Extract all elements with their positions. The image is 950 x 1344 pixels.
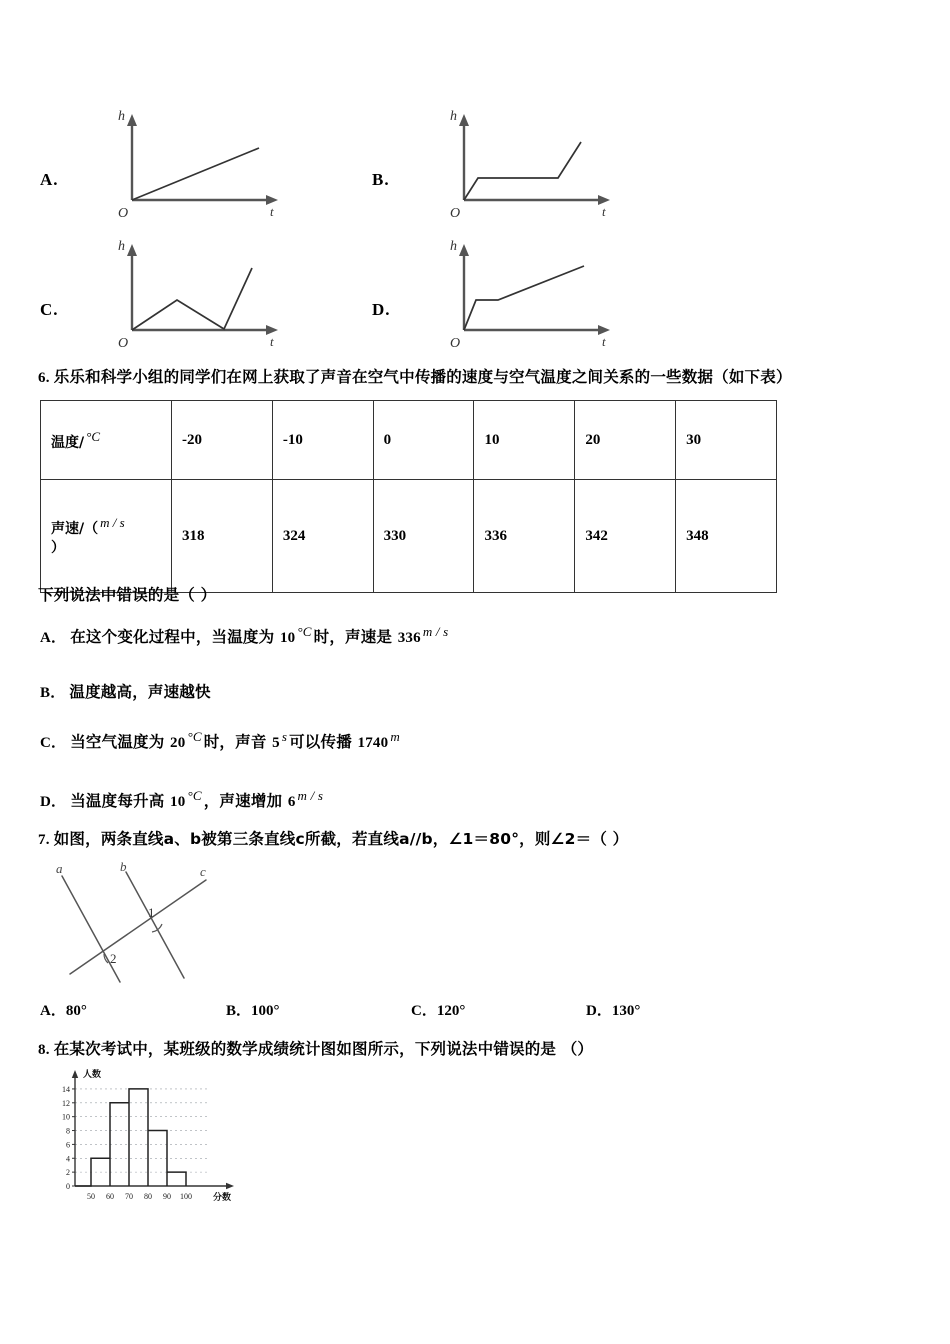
graph-option-b	[372, 100, 616, 220]
question8-stem-text: 在某次考试中，某班级的数学成绩统计图如图所示，下列说法中错误的是 （）	[53, 1040, 594, 1058]
question7-option-d-label: D．	[586, 1003, 612, 1019]
row-header-sound-speed	[41, 480, 172, 593]
question7-option-c	[411, 999, 586, 1020]
table-cell: -10	[272, 401, 373, 480]
y-tick-label: 6	[66, 1140, 70, 1150]
unit-superscript: m / s	[422, 624, 449, 639]
label-angle-1: 1	[148, 905, 155, 920]
question7-option-b-label: B．	[226, 1003, 252, 1019]
unit-superscript: m	[390, 729, 400, 744]
table-cell: 348	[676, 480, 777, 593]
svg-text:h: h	[118, 109, 125, 124]
table-cell: 0	[373, 401, 474, 480]
table-cell: 20	[575, 401, 676, 480]
question7-option-c-label: C．	[411, 1003, 437, 1019]
question6-option-b	[40, 681, 211, 705]
unit-superscript: m / s	[297, 788, 324, 803]
svg-text:h: h	[118, 239, 125, 254]
table-cell: -20	[172, 401, 273, 480]
question5-graph-options	[0, 0, 950, 350]
text-run: 20	[170, 735, 186, 752]
question7-option-b-value: 100°	[251, 1003, 280, 1019]
svg-text:O: O	[118, 336, 129, 350]
question7-stem-text: 如图，两条直线a、b被第三条直线c所截，若直线a//b，∠1＝80°，则∠2＝（ ）	[53, 830, 629, 848]
score-histogram	[45, 1066, 255, 1216]
table-cell: 336	[474, 480, 575, 593]
table-row-temperature	[41, 401, 777, 480]
question6-option-d-label: D．	[40, 794, 67, 811]
question6-option-d	[40, 786, 325, 814]
line-a	[62, 876, 120, 982]
text-run: 10	[170, 794, 186, 811]
y-tick-label: 12	[62, 1098, 70, 1108]
question7-options	[40, 999, 680, 1020]
question7-stem	[38, 828, 938, 852]
question6-option-c	[40, 727, 402, 755]
text-run: 336	[397, 630, 421, 647]
unit-superscript: °C	[297, 624, 312, 639]
question6-option-c-text	[70, 729, 402, 752]
question7-option-a-label: A．	[40, 1003, 66, 1019]
text-run: 时，声音	[203, 733, 273, 752]
svg-text:t: t	[270, 334, 274, 349]
question6-option-d-text	[70, 788, 325, 811]
unit-meters-per-second: m / s	[100, 514, 125, 530]
svg-text:h: h	[450, 109, 457, 124]
svg-text:O: O	[118, 206, 129, 220]
x-tick-label: 90	[163, 1192, 171, 1201]
table-row-sound-speed	[41, 480, 777, 593]
y-tick-label: 8	[66, 1126, 70, 1136]
question7-option-a-value: 80°	[65, 1003, 87, 1019]
x-tick-label: 80	[144, 1192, 152, 1201]
svg-text:t: t	[602, 204, 606, 219]
svg-text:t: t	[602, 334, 606, 349]
text-run: 当温度每升高	[70, 792, 171, 811]
table-cell: 324	[272, 480, 373, 593]
y-tick-label: 10	[62, 1112, 70, 1122]
table-cell: 330	[373, 480, 474, 593]
question8-number: 8.	[38, 1042, 50, 1058]
svg-text:O: O	[450, 206, 461, 220]
table-cell: 318	[172, 480, 273, 593]
parallel-lines-figure	[48, 862, 238, 997]
x-axis-title: 分数	[212, 1193, 232, 1203]
label-line-c: c	[200, 864, 206, 879]
y-tick-label: 4	[66, 1154, 70, 1164]
question6-ask: 下列说法中错误的是（ ）	[38, 586, 217, 604]
question6-option-b-text	[69, 684, 210, 701]
text-run: 时，声速是	[313, 628, 398, 647]
question6-stem-text: 乐乐和科学小组的同学们在网上获取了声音在空气中传播的速度与空气温度之间关系的一些数据（如下表）	[53, 368, 792, 386]
histogram-outline	[75, 1089, 186, 1186]
question6-option-a	[40, 622, 450, 650]
label-line-b: b	[120, 862, 127, 874]
text-run: 在这个变化过程中，当温度为	[70, 628, 280, 647]
svg-text:t: t	[270, 204, 274, 219]
text-run: 1740	[357, 735, 389, 752]
label-angle-2: 2	[110, 951, 117, 966]
text-run: 10	[279, 630, 296, 647]
line-b	[126, 872, 184, 978]
row-header-temperature	[41, 401, 172, 480]
question7-option-d	[586, 999, 640, 1020]
x-tick-label: 100	[180, 1192, 192, 1201]
x-axis-arrow	[226, 1183, 234, 1189]
unit-superscript: °C	[187, 729, 202, 744]
graph-option-a-label: A.	[40, 170, 59, 189]
text-run: 6	[287, 794, 296, 811]
question8-stem	[38, 1038, 938, 1062]
text-run: 5	[272, 735, 280, 752]
graph-option-a	[40, 100, 284, 220]
graph-d-svg	[406, 230, 616, 350]
table-cell: 342	[575, 480, 676, 593]
question7-option-d-value: 130°	[611, 1003, 641, 1019]
question7-number: 7.	[38, 832, 50, 848]
svg-text:h: h	[450, 239, 457, 254]
row-header-sound-speed-label: 声速/（	[51, 520, 99, 537]
y-axis-arrow	[72, 1070, 78, 1078]
graph-option-d-label: D.	[372, 300, 391, 319]
text-run: 温度越高，声速越快	[69, 683, 211, 701]
question7-option-b	[226, 999, 411, 1020]
x-tick-label: 70	[125, 1192, 133, 1201]
table-cell: 30	[676, 401, 777, 480]
unit-superscript: s	[281, 729, 288, 744]
graph-option-d	[372, 230, 616, 350]
row-header-temperature-label: 温度/	[51, 434, 85, 451]
row-header-sound-speed-close: ）	[51, 540, 65, 557]
graph-b-svg	[406, 100, 616, 220]
y-tick-label: 2	[66, 1168, 70, 1178]
question6-option-b-label: B．	[40, 685, 66, 701]
label-line-a: a	[56, 862, 63, 876]
x-tick-label: 60	[106, 1192, 114, 1201]
text-run: 可以传播	[289, 733, 358, 752]
text-run: 当空气温度为	[70, 733, 171, 752]
question6-number: 6.	[38, 370, 50, 386]
svg-text:O: O	[450, 336, 461, 350]
y-tick-label: 0	[66, 1182, 70, 1191]
x-tick-label: 50	[87, 1192, 95, 1201]
table-cell: 10	[474, 401, 575, 480]
question6-option-a-text	[70, 624, 450, 647]
graph-option-b-label: B.	[372, 170, 390, 189]
sound-speed-table	[40, 400, 777, 593]
unit-superscript: °C	[187, 788, 202, 803]
graph-option-c-label: C.	[40, 300, 59, 319]
graph-option-c	[40, 230, 284, 350]
graph-c-svg	[74, 230, 284, 350]
graph-a-svg	[74, 100, 284, 220]
text-run: ，声速增加	[203, 792, 288, 811]
question7-option-a	[40, 999, 226, 1020]
unit-celsius: °C	[86, 428, 100, 444]
question6-stem	[38, 366, 928, 390]
y-axis-title: 人数	[83, 1070, 102, 1080]
question7-option-c-value: 120°	[436, 1003, 466, 1019]
y-tick-label: 14	[62, 1084, 70, 1094]
question6-option-a-label: A．	[40, 630, 67, 647]
question6-option-c-label: C．	[40, 735, 67, 752]
